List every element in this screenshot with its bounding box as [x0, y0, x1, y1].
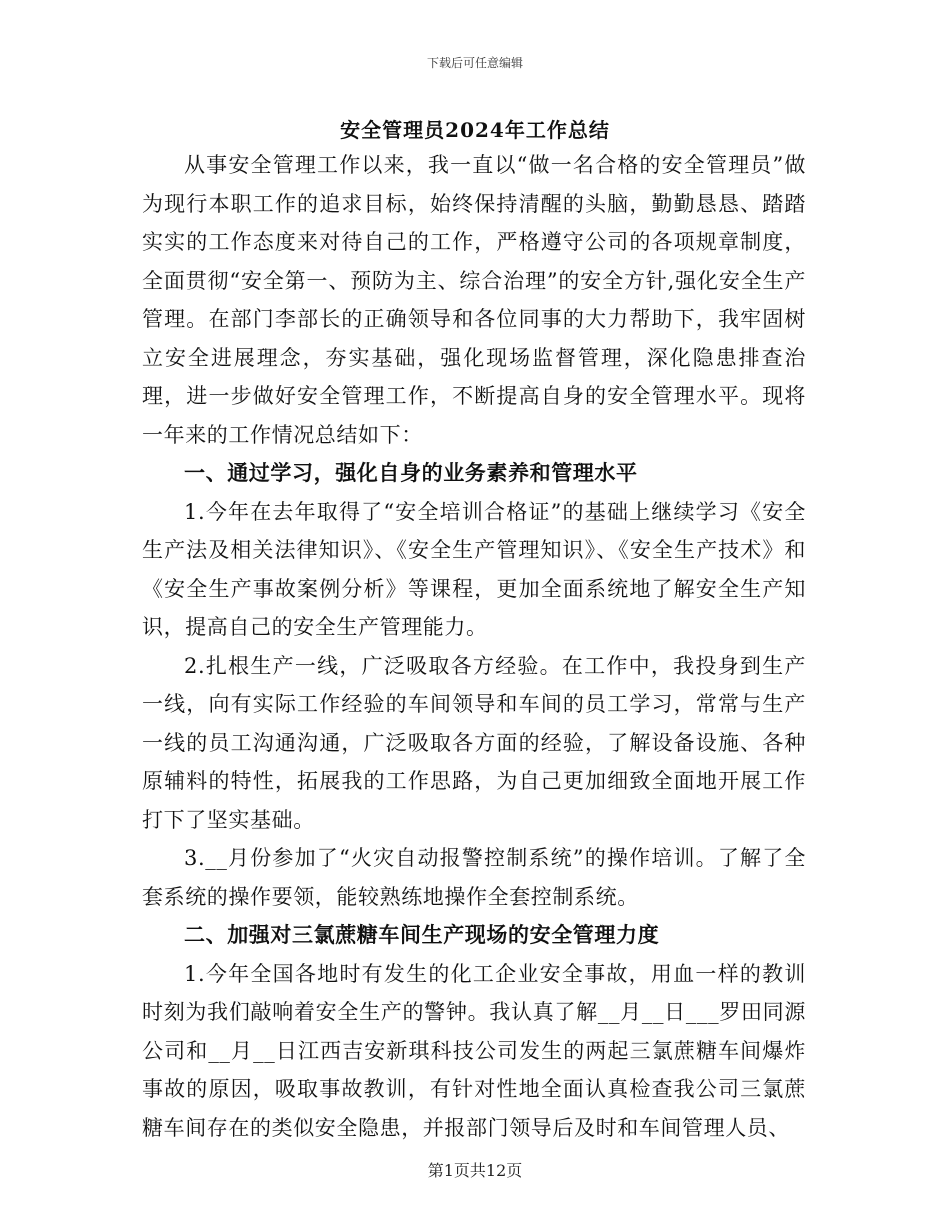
section-1-item-3: 3.__月份参加了“火灾自动报警控制系统”的操作培训。了解了全套系统的操作要领，能较熟练地操作全套控制系统。 — [142, 846, 806, 909]
section-1-item-1: 1.今年在去年取得了“安全培训合格证”的基础上继续学习《安全生产法及相关法律知识》、《安全生产管理知识》、《安全生产技术》和《安全生产事故案例分析》等课程，更加全面系统地了解安全生产知识，提高自己的安全生产管理能力。 — [142, 499, 806, 639]
page-footer: 第1页共12页 — [427, 1161, 523, 1180]
document-body — [142, 146, 806, 1147]
section-1-item-2: 2.扎根生产一线，广泛吸取各方经验。在工作中，我投身到生产一线，向有实际工作经验的车间领导和车间的员工学习，常常与生产一线的员工沟通沟通，广泛吸取各方面的经验，了解设备设施、各种原辅料的特性，拓展我的工作思路，为自己更加细致全面地开展工作打下了坚实基础。 — [142, 653, 806, 832]
document-title: 安全管理员2024年工作总结 — [340, 118, 610, 142]
section-2-item-1: 1.今年全国各地时有发生的化工企业安全事故，用血一样的教训时刻为我们敲响着安全生产的警钟。我认真了解__月__日___罗田同源公司和__月__日江西吉安新琪科技公司发生的两起三氯蔗糖车间爆炸事故的原因，吸取事故教训，有针对性地全面认真检查我公司三氯蔗糖车间存在的类似安全隐患，并报部门领导后及时和车间管理人员、 — [142, 961, 806, 1140]
intro-paragraph: 从事安全管理工作以来，我一直以“做一名合格的安全管理员”做为现行本职工作的追求目标，始终保持清醒的头脑，勤勤恳恳、踏踏实实的工作态度来对待自己的工作，严格遵守公司的各项规章制度，全面贯彻“安全第一、预防为主、综合治理”的安全方针,强化安全生产管理。在部门李部长的正确领导和各位同事的大力帮助下，我牢固树立安全进展理念，夯实基础，强化现场监督管理，深化隐患排查治理，进一步做好安全管理工作，不断提高自身的安全管理水平。现将一年来的工作情况总结如下： — [142, 153, 806, 447]
section-1-heading: 一、通过学习，强化自身的业务素养和管理水平 — [184, 460, 638, 485]
header-note: 下载后可任意编辑 — [426, 56, 523, 70]
section-2-heading: 二、加强对三氯蔗糖车间生产现场的安全管理力度 — [184, 922, 660, 947]
